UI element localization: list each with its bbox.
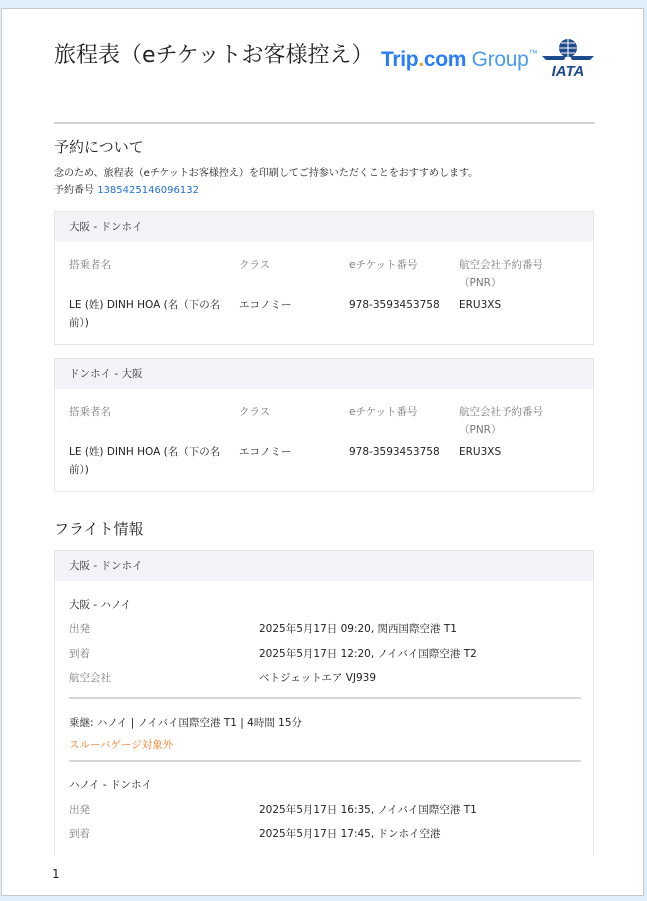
passenger-table-route: ドンホイ - 大阪 (55, 359, 593, 389)
flight-details-card (54, 550, 594, 856)
col-eticket: eチケット番号 (349, 406, 418, 418)
segment-2-title: ハノイ - ドンホイ (69, 779, 153, 791)
divider (69, 760, 581, 762)
logo-tm: ™ (528, 48, 538, 58)
passenger-class: エコノミー (239, 299, 292, 311)
logo-group: Group (466, 48, 529, 71)
passenger-table-route: 大阪 - ドンホイ (55, 212, 593, 242)
passenger-grid (55, 389, 593, 507)
segment-2-arrival: 2025年5月17日 17:45, ドンホイ空港 (259, 828, 441, 840)
iata-text: IATA (551, 63, 585, 80)
passenger-pnr: ERU3XS (459, 299, 502, 311)
page-number: 1 (52, 867, 60, 881)
passenger-ticket: 978-3593453758 (349, 299, 440, 311)
col-passenger-name: 搭乗者名 (69, 406, 111, 418)
segment-2-departure-label: 出発 (69, 804, 90, 816)
segment-1-arrival-label: 到着 (69, 648, 90, 660)
flight-section-heading: フライト情報 (54, 520, 144, 538)
transfer-info: 乗継: ハノイ | ノイバイ国際空港 T1 | 4時間 15分 (69, 717, 303, 729)
passenger-ticket: 978-3593453758 (349, 446, 440, 458)
segment-1-airline-label: 航空会社 (69, 672, 111, 684)
segment-1-title: 大阪 - ハノイ (69, 599, 132, 611)
passenger-table-return (54, 358, 594, 492)
flight-route: 大阪 - ドンホイ (55, 551, 593, 581)
col-class: クラス (239, 259, 271, 271)
col-passenger-name: 搭乗者名 (69, 259, 111, 271)
segment-1-arrival: 2025年5月17日 12:20, ノイバイ国際空港 T2 (259, 648, 477, 660)
baggage-warning: スルーバゲージ対象外 (69, 739, 174, 751)
booking-number-line (54, 181, 199, 196)
segment-1-departure: 2025年5月17日 09:20, 関西国際空港 T1 (259, 623, 457, 635)
document-header (54, 34, 595, 124)
logo-dot: . (418, 48, 424, 71)
col-pnr: 航空会社予約番号（PNR） (459, 406, 543, 436)
divider (69, 697, 581, 699)
booking-number[interactable]: 1385425146096132 (97, 185, 199, 196)
segment-2-arrival-label: 到着 (69, 828, 90, 840)
segment-1-airline: ベトジェットエア VJ939 (259, 672, 377, 684)
document-title: 旅程表（eチケットお客様控え） (54, 43, 374, 68)
segment-2-departure: 2025年5月17日 16:35, ノイバイ国際空港 T1 (259, 804, 477, 816)
iata-logo-icon (540, 38, 596, 80)
col-class: クラス (239, 406, 271, 418)
print-note: 念のため、旅程表（eチケットお客様控え）を印刷してご持参いただくことをおすすめします。 (54, 168, 479, 179)
passenger-table-outbound (54, 211, 594, 345)
logo-trip: Trip (381, 48, 419, 71)
col-pnr: 航空会社予約番号（PNR） (459, 259, 543, 289)
passenger-grid (55, 242, 593, 360)
col-eticket: eチケット番号 (349, 259, 418, 271)
passenger-class: エコノミー (239, 446, 292, 458)
passenger-pnr: ERU3XS (459, 446, 502, 458)
passenger-name: LE (姓) DINH HOA (名（下の名前）) (69, 299, 221, 329)
booking-number-label: 予約番号 (54, 185, 94, 196)
logo-com: com (423, 48, 467, 71)
passenger-name: LE (姓) DINH HOA (名（下の名前）) (69, 446, 221, 476)
trip-com-logo (381, 48, 537, 72)
booking-section-heading: 予約について (54, 138, 144, 156)
segment-1-departure-label: 出発 (69, 623, 90, 635)
